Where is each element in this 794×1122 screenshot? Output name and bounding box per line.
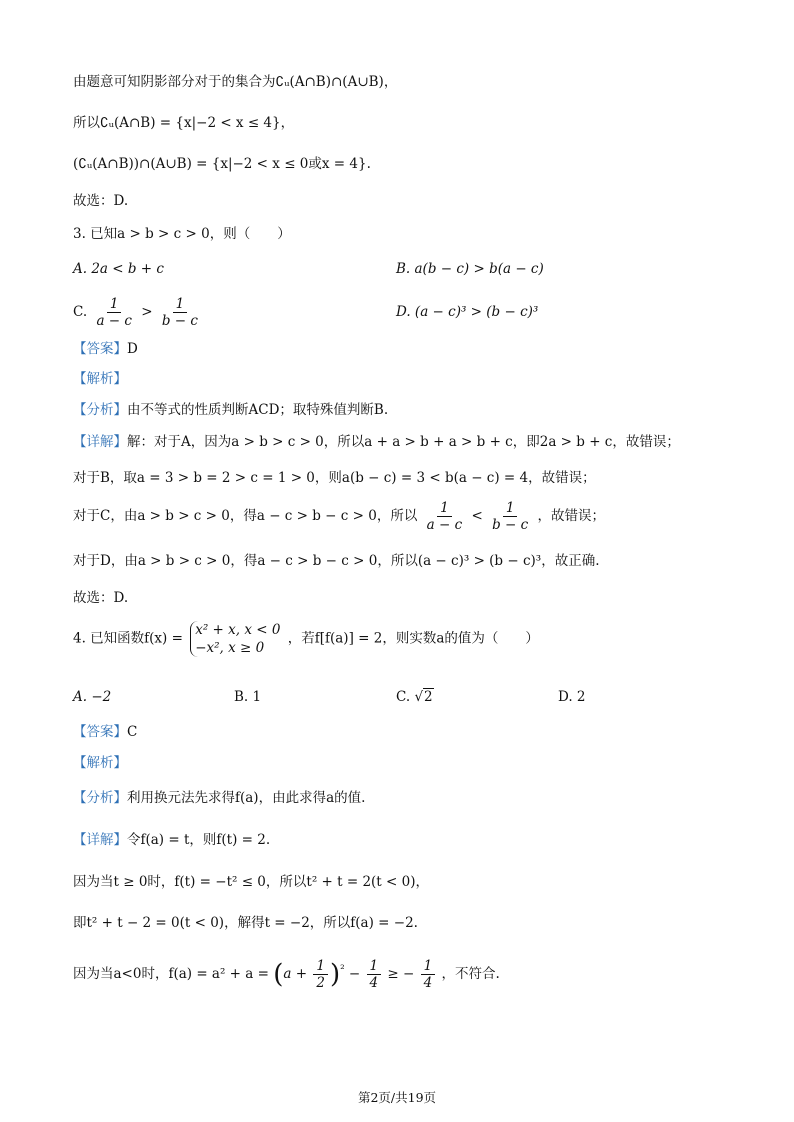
numerator: 1 [107, 296, 122, 313]
q4-option-d: D. 2 [558, 689, 586, 705]
fraction [313, 958, 328, 991]
option-label: C. [73, 304, 88, 320]
fraction [367, 958, 382, 991]
detail-text: 对于C，由a > b > c > 0，得a − c > b − c > 0，所以 [73, 508, 418, 524]
fenxi-tag: 【分析】 [73, 790, 127, 806]
q4-detail-3: 即t² + t − 2 = 0(t < 0)，解得t = −2，所以f(a) = −2. [73, 915, 418, 931]
q3-detail-3 [73, 500, 605, 533]
detail-tag: 【详解】 [73, 832, 127, 848]
piece-2: −x², x ≥ 0 [195, 640, 265, 656]
text-line: 故选：D. [73, 193, 129, 209]
operator: > [141, 304, 153, 320]
operator: ≥ − [387, 966, 415, 982]
paren-right-icon: ) [329, 959, 341, 990]
denominator: 4 [369, 975, 379, 991]
q3-option-c [73, 296, 203, 329]
q3-detail-2: 对于B，取a = 3 > b = 2 > c = 1 > 0，则a(b − c) = 3 < b(a − c) = 4，故错误； [73, 470, 596, 486]
sqrt-icon: √ [414, 689, 424, 705]
exponent: ² [340, 962, 345, 976]
q4-answer [73, 722, 137, 742]
detail-text: ，故错误； [537, 508, 605, 524]
answer-value: D [127, 341, 138, 357]
numerator: 1 [313, 958, 328, 975]
question-3-stem: 3. 已知a > b > c > 0，则（ ） [73, 226, 291, 242]
detail-text: 令f(a) = t，则f(t) = 2. [127, 832, 271, 848]
detail-text: ，不符合. [441, 966, 500, 982]
paren-left-icon: ( [273, 959, 284, 990]
text-line: 由题意可知阴影部分对于的集合为∁ᵤ(A∩B)∩(A∪B)， [73, 74, 398, 90]
denominator: 2 [316, 975, 325, 991]
q4-fenxi [73, 788, 365, 808]
stem-text: ，若f[f(a)] = 2，则实数a的值为（ ） [287, 630, 539, 647]
denominator: a − c [426, 517, 463, 533]
q4-option-a: A. −2 [73, 689, 112, 705]
detail-tag: 【详解】 [73, 434, 127, 450]
q3-analysis-tag: 【解析】 [73, 371, 127, 387]
page-footer: 第2页/共19页 [357, 1090, 437, 1105]
q3-detail-4: 对于D，由a > b > c > 0，得a − c > b − c > 0，所以(a − c)³ > (b − c)³，故正确. [73, 553, 600, 569]
fraction [424, 500, 466, 533]
fraction [489, 500, 531, 533]
q4-detail-2: 因为当t ≥ 0时，f(t) = −t² ≤ 0，所以t² + t = 2(t < 0)， [73, 874, 429, 890]
stem-text: 4. 已知函数f(x) = [73, 630, 183, 647]
sqrt-value: 2 [424, 689, 433, 705]
fraction [159, 296, 201, 329]
denominator: a − c [96, 313, 132, 329]
numerator: 1 [421, 958, 436, 975]
q4-option-b: B. 1 [234, 689, 262, 705]
q3-option-a: A. 2a < b + c [73, 261, 164, 277]
q3-answer [73, 339, 138, 359]
fraction [93, 296, 135, 329]
fenxi-text: 由不等式的性质判断ACD；取特殊值判断B. [127, 402, 389, 418]
numerator: 1 [437, 500, 452, 517]
piecewise-function [190, 621, 280, 657]
q3-choose: 故选：D. [73, 590, 129, 606]
answer-value: C [127, 724, 138, 740]
fenxi-text: 利用换元法先求得f(a)，由此求得a的值. [127, 790, 366, 806]
numerator: 1 [367, 958, 382, 975]
expr-text: a + [283, 966, 308, 982]
operator: < [471, 508, 483, 524]
q3-option-b: B. a(b − c) > b(a − c) [396, 261, 544, 277]
q3-fenxi [73, 400, 388, 420]
fenxi-tag: 【分析】 [73, 402, 127, 418]
operator: − [348, 966, 361, 982]
q3-option-d: D. (a − c)³ > (b − c)³ [396, 304, 539, 320]
q4-analysis-tag: 【解析】 [73, 755, 127, 771]
numerator: 1 [503, 500, 518, 517]
denominator: b − c [492, 517, 529, 533]
text-line: (∁ᵤ(A∩B))∩(A∪B) = {x|−2 < x ≤ 0或x = 4}. [73, 156, 371, 172]
answer-tag: 【答案】 [73, 724, 127, 740]
q3-detail-1 [73, 432, 680, 452]
answer-tag: 【答案】 [73, 341, 127, 357]
piece-1: x² + x, x < 0 [195, 622, 281, 638]
numerator: 1 [173, 296, 188, 313]
q4-option-c [396, 687, 434, 707]
q4-detail-1 [73, 830, 270, 850]
denominator: b − c [161, 313, 198, 329]
text-line: 所以∁ᵤ(A∩B) = {x|−2 < x ≤ 4}， [73, 115, 295, 131]
option-label: C. [396, 689, 411, 705]
question-4-stem [73, 621, 539, 657]
detail-text: 因为当a<0时，f(a) = a² + a = [73, 966, 269, 982]
denominator: 4 [423, 975, 433, 991]
fraction [421, 958, 436, 991]
q4-detail-4 [73, 958, 500, 991]
detail-text: 解：对于A，因为a > b > c > 0，所以a + a > b + a > b + c，即2a > b + c，故错误； [127, 434, 680, 450]
